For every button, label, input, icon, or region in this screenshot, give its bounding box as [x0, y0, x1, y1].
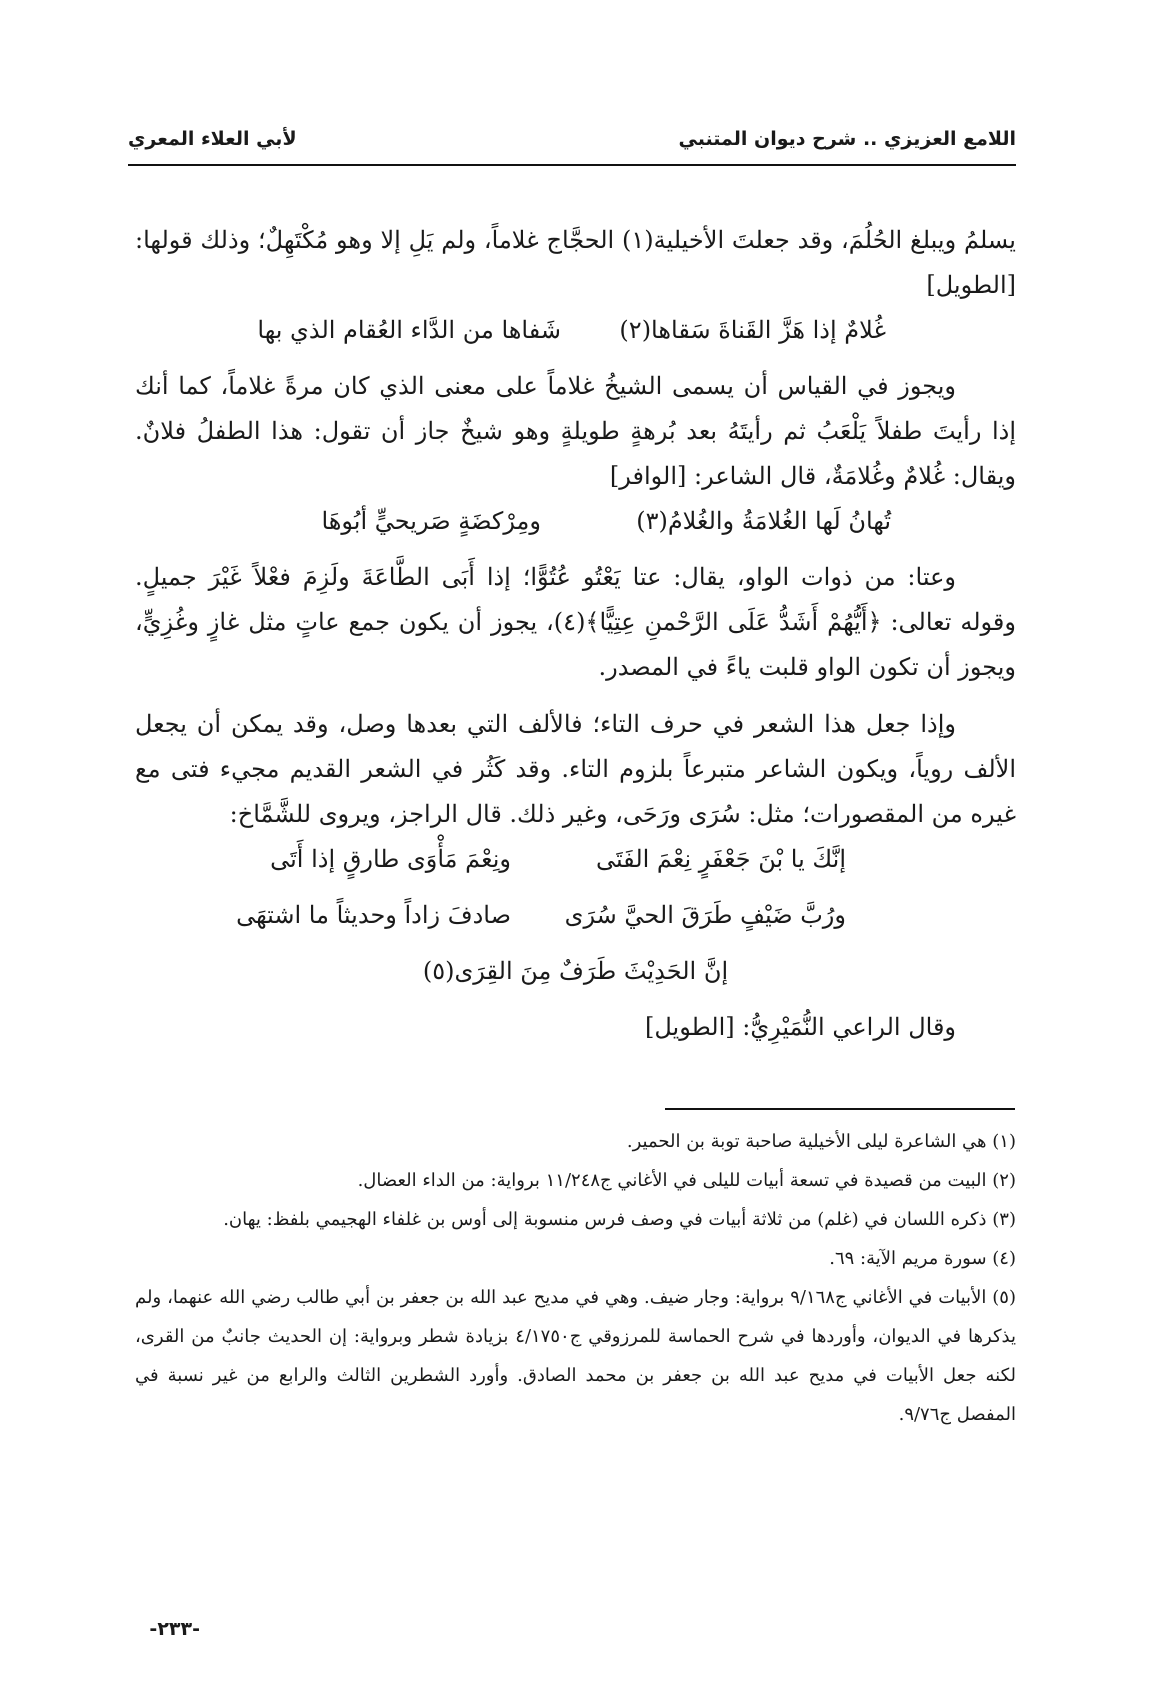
- verse-4-second-hemistich: صادفَ زاداً وحديثاً ما اشتهَى: [236, 901, 511, 929]
- verse-2: [135, 499, 1016, 555]
- page-number: -٢٣٣-: [149, 1618, 200, 1640]
- verse-5: إنَّ الحَدِيْثَ طَرَفٌ مِنَ القِرَى(٥): [422, 957, 729, 985]
- paragraph-3: وعتا: من ذوات الواو، يقال: عتا يَعْتُو عُتُوًّا؛ إذا أَبَى الطَّاعَةَ ولَزِمَ فعْلاً غَيْرَ جميلٍ. وقوله تعالى: ﴿أَيُّهُمْ أَشَدُّ عَلَى الرَّحْمنِ عِتِيًّا﴾(٤)، يجوز أن يكون جمع عاتٍ مثل غازٍ وغُزِيٍّ، ويجوز أن تكون الواو قلبت ياءً في المصدر.: [135, 563, 1016, 681]
- footnote-5: (٥) الأبيات في الأغاني ج٩/١٦٨ برواية: وجار ضيف. وهي في مديح عبد الله بن جعفر بن أبي طالب رضي الله عنهما، ولم يذكرها في الديوان، وأوردها في شرح الحماسة للمرزوقي ج٤/١٧٥٠ بزيادة شطر وبرواية: إن الحديث جانبٌ من القرى، لكنه جعل الأبيات في مديح عبد الله بن جعفر بن محمد الصادق. وأورد الشطرين الثالث والرابع من غير نسبة في المفصل ج٩/٧٦.: [135, 1287, 1016, 1425]
- paragraph-1: يسلمُ ويبلغ الحُلُمَ، وقد جعلتَ الأخيلية(١) الحجَّاج غلاماً، ولم يَلِ إلا وهو مُكْتَهِلٌ؛ وذلك قولها: [الطويل]: [135, 226, 1016, 299]
- header-divider: [128, 164, 1016, 166]
- footnote-3: (٣) ذكره اللسان في (غلم) من ثلاثة أبيات في وصف فرس منسوبة إلى أوس بن غلفاء الهجيمي بلفظ: يهان.: [223, 1209, 1016, 1230]
- running-header: [128, 120, 1016, 172]
- main-text: [135, 218, 1016, 1050]
- footnote-4: (٤) سورة مريم الآية: ٦٩.: [829, 1248, 1016, 1269]
- verse-3-first-hemistich: إنَّكَ يا بْنَ جَعْفَرٍ نِعْمَ الفَتَى: [595, 845, 846, 873]
- footnote-divider: [665, 1108, 1015, 1110]
- verse-2-second-hemistich: ومِرْكضَةٍ صَريحيٍّ أبُوهَا: [321, 507, 541, 535]
- footnotes: [135, 1122, 1016, 1434]
- header-book-title: اللامع العزيزي .. شرح ديوان المتنبي: [678, 128, 1016, 150]
- paragraph-4: وإذا جعل هذا الشعر في حرف التاء؛ فالألف التي بعدها وصل، وقد يمكن أن يجعل الألف روياً، ويكون الشاعر متبرعاً بلزوم التاء. وقد كَثُر في الشعر القديم مجيء فتى مع غيره من المقصورات؛ مثل: سُرَى ورَحَى، وغير ذلك. قال الراجز، ويروى للشَّمَّاخ:: [135, 710, 1017, 828]
- verse-4-first-hemistich: ورُبَّ ضَيْفٍ طَرَقَ الحيَّ سُرَى: [564, 901, 846, 929]
- verse-1-first-hemistich: غُلامٌ إذا هَزَّ القَناةَ سَقاها(٢): [619, 316, 886, 344]
- verse-3-second-hemistich: ونِعْمَ مَأْوَى طارقٍ إذا أَتَى: [270, 845, 511, 873]
- verse-1-second-hemistich: شَفاها من الدَّاء العُقام الذي بها: [257, 316, 561, 344]
- paragraph-2: ويجوز في القياس أن يسمى الشيخُ غلاماً على معنى الذي كان مرةً غلاماً، كما أنك إذا رأيتَ طفلاً يَلْعَبُ ثم رأيتَهُ بعد بُرهةٍ طويلةٍ وهو شيخٌ جاز أن تقول: هذا الطفلُ فلانٌ. ويقال: غُلامٌ وغُلامَةٌ، قال الشاعر: [الوافر]: [135, 372, 1016, 490]
- verse-2-first-hemistich: تُهانُ لَها الغُلامَةُ والغُلامُ(٣): [636, 507, 891, 535]
- verse-3: [135, 837, 1016, 893]
- header-author: لأبي العلاء المعري: [128, 128, 297, 150]
- footnote-2: (٢) البيت من قصيدة في تسعة أبيات لليلى في الأغاني ج١١/٢٤٨ برواية: من الداء العضال.: [357, 1170, 1016, 1191]
- verse-4: [135, 893, 1016, 949]
- verse-1: [135, 308, 1016, 364]
- paragraph-5: وقال الراعي النُّمَيْرِيُّ: [الطويل]: [644, 1013, 956, 1041]
- footnote-1: (١) هي الشاعرة ليلى الأخيلية صاحبة توبة بن الحمير.: [626, 1131, 1016, 1152]
